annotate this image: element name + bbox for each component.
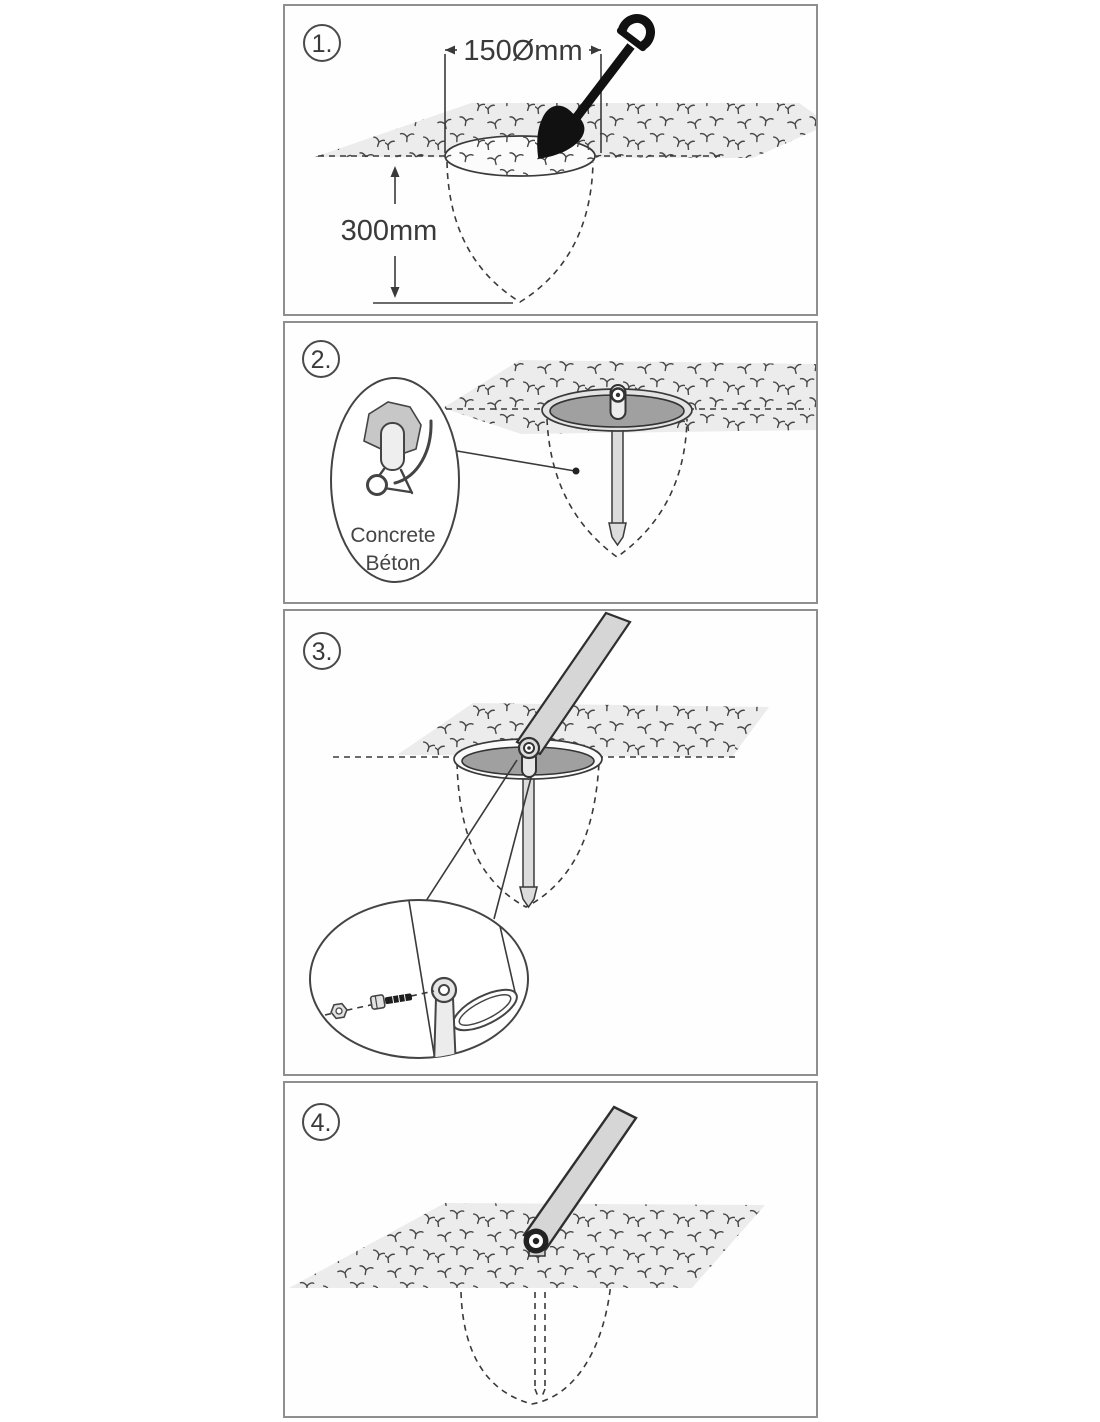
anchor-eyelet [611, 385, 626, 419]
leader-line [424, 760, 532, 919]
hole-outline [461, 1282, 611, 1404]
pivot-eyelet [524, 1229, 549, 1254]
dimension-depth [341, 166, 513, 303]
step-badge [303, 341, 339, 377]
ground-anchor-icon [609, 423, 626, 545]
hole-outline [447, 162, 593, 302]
step-badge [304, 633, 340, 669]
step-4-panel [283, 1081, 818, 1418]
leader-line [457, 451, 580, 475]
anchor-strap [434, 997, 456, 1069]
step-number: 3. [311, 638, 333, 666]
depth-label: 300mm [340, 215, 438, 247]
step-2-panel [283, 321, 818, 604]
step-number: 4. [310, 1109, 332, 1137]
step-1-panel [283, 4, 818, 316]
callout-text-en: Concrete [350, 524, 436, 547]
step-badge [304, 25, 340, 61]
diameter-label: 150Ømm [463, 35, 583, 67]
pivot-eyelet [519, 738, 539, 777]
step-3-panel [283, 609, 818, 1076]
step-number: 2. [310, 346, 332, 374]
callout-text-fr: Béton [365, 552, 421, 575]
step-badge [303, 1104, 339, 1140]
step-number: 1. [311, 30, 333, 58]
callout-bubble [310, 900, 528, 1058]
